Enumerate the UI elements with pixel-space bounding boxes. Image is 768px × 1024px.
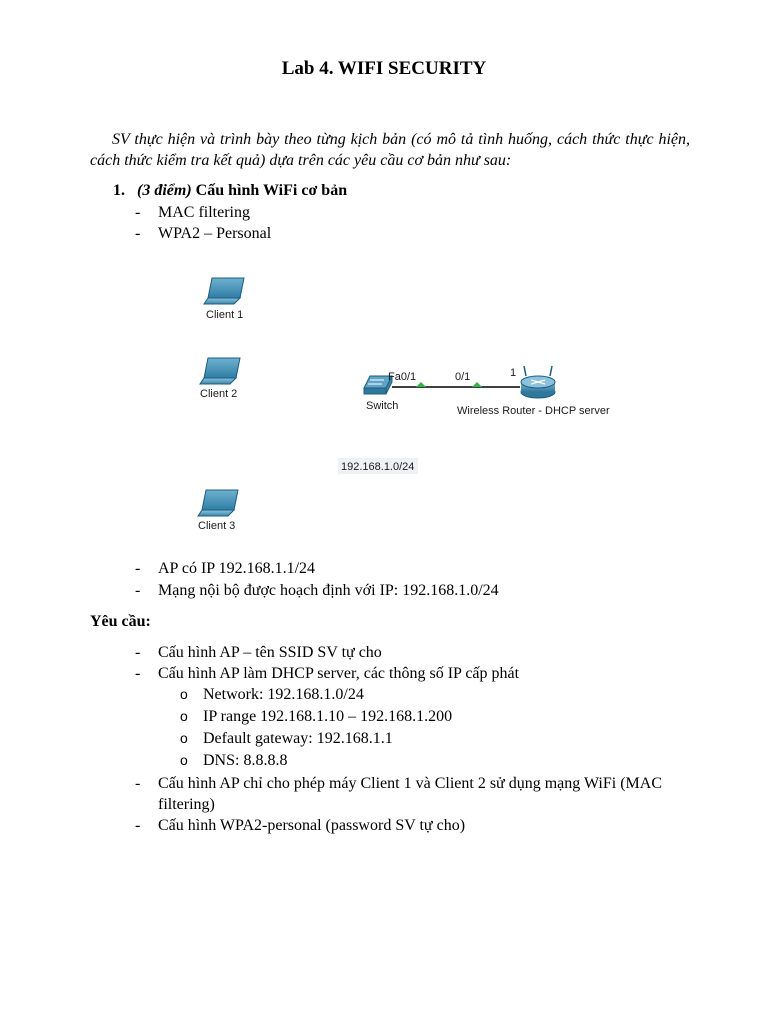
dash-marker: - <box>135 582 141 599</box>
list-item <box>135 223 695 244</box>
dash-marker: - <box>135 560 141 577</box>
list-item-text: MAC filtering <box>158 204 250 221</box>
intro-paragraph: SV thực hiện và trình bày theo từng kịch bản (có mô tả tình huống, cách thức thực hiện, cách thức kiểm tra kết quả) dựa trên các yêu cầu cơ bản như sau: <box>90 131 690 169</box>
list-item <box>135 558 695 579</box>
router-label: Wireless Router - DHCP server <box>457 405 610 417</box>
list-item-text: AP có IP 192.168.1.1/24 <box>158 560 316 577</box>
sub-list-item-text: Default gateway: 192.168.1.1 <box>203 730 393 747</box>
list-item <box>135 815 695 836</box>
list-item <box>135 202 695 223</box>
sub-list-item-text: DNS: 8.8.8.8 <box>203 752 288 769</box>
client-1-laptop-icon <box>204 278 244 304</box>
switch-label: Switch <box>366 400 399 412</box>
sub-list-item <box>180 750 680 771</box>
router-port-number: 1 <box>510 367 517 379</box>
wireless-router-icon <box>521 366 555 398</box>
list-item-text: Cấu hình AP làm DHCP server, các thông số IP cấp phát <box>158 665 520 682</box>
list-item <box>135 663 695 684</box>
link-status-up-icon <box>472 382 482 387</box>
section-heading-text: Cấu hình WiFi cơ bản <box>195 182 348 199</box>
bullet-marker: o <box>180 730 188 746</box>
sub-list-item <box>180 706 680 727</box>
requirements-heading: Yêu cầu: <box>90 613 151 630</box>
bullet-marker: o <box>180 708 188 724</box>
dash-marker: - <box>135 644 141 661</box>
switch-port-label: Fa0/1 <box>388 371 417 383</box>
client-1-label: Client 1 <box>206 309 244 321</box>
router-port-label: 0/1 <box>455 371 471 383</box>
dash-marker: - <box>135 225 141 242</box>
network-label: 192.168.1.0/24 <box>341 461 415 473</box>
list-item-text: Mạng nội bộ được hoạch định với IP: 192.168.1.0/24 <box>158 582 499 599</box>
section-points: (3 điểm) <box>137 182 192 199</box>
dash-marker: - <box>135 665 141 682</box>
network-diagram <box>190 270 630 540</box>
bullet-marker: o <box>180 686 188 702</box>
link-status-up-icon <box>416 382 426 387</box>
client-3-label: Client 3 <box>198 520 236 532</box>
client-2-laptop-icon <box>200 358 240 384</box>
sub-list-item-text: Network: 192.168.1.0/24 <box>203 686 364 703</box>
list-item <box>135 642 695 663</box>
sub-list-item-text: IP range 192.168.1.10 – 192.168.1.200 <box>203 708 453 725</box>
client-2-label: Client 2 <box>200 388 238 400</box>
list-item-text: WPA2 – Personal <box>158 225 272 242</box>
dash-marker: - <box>135 204 141 221</box>
list-item-text: Cấu hình WPA2-personal (password SV tự cho) <box>158 817 466 834</box>
section-number: 1. <box>113 182 125 199</box>
list-item <box>135 580 695 601</box>
dash-marker: - <box>135 817 141 834</box>
sub-list-item <box>180 684 680 705</box>
page-title: Lab 4. WIFI SECURITY <box>281 58 487 79</box>
section-1-heading <box>113 181 347 201</box>
list-item-text: Cấu hình AP chỉ cho phép máy Client 1 và Client 2 sử dụng mạng WiFi (MAC filtering) <box>158 775 662 813</box>
list-item <box>135 773 695 815</box>
bullet-marker: o <box>180 752 188 768</box>
dash-marker: - <box>135 775 141 792</box>
sub-list-item <box>180 728 680 749</box>
client-3-laptop-icon <box>198 490 238 516</box>
list-item-text: Cấu hình AP – tên SSID SV tự cho <box>158 644 382 661</box>
